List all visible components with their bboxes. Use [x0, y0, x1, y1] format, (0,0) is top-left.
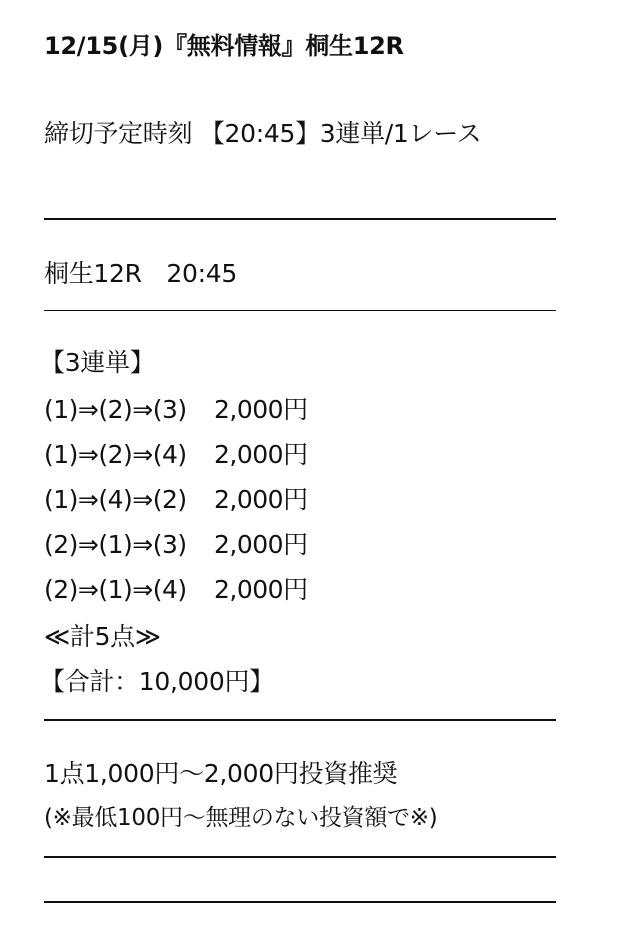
deadline-text: 締切予定時刻 【20:45】3連単/1レース — [44, 119, 482, 148]
recommendation-text: 1点1,000円～2,000円投資推奨 — [44, 759, 398, 788]
bet-amount: 2,000円 — [214, 575, 308, 604]
bet-amount: 2,000円 — [214, 530, 308, 559]
bet-amount: 2,000円 — [214, 485, 308, 514]
bet-combo: (1)⇒(2)⇒(3) — [44, 395, 187, 424]
bet-combo: (2)⇒(1)⇒(4) — [44, 575, 187, 604]
bet-row — [44, 435, 308, 471]
bet-row — [44, 570, 308, 606]
bet-row — [44, 390, 308, 426]
race-info: 桐生12R 20:45 — [44, 259, 237, 288]
total-amount: 【合計：10,000円】 — [40, 667, 274, 696]
post-title: 12/15(月)『無料情報』桐生12R — [44, 32, 404, 60]
bet-combo: (2)⇒(1)⇒(3) — [44, 530, 187, 559]
bet-combo: (1)⇒(4)⇒(2) — [44, 485, 187, 514]
bet-type-heading: 【3連単】 — [40, 348, 155, 377]
divider — [44, 856, 556, 858]
divider — [44, 310, 556, 311]
bet-combo: (1)⇒(2)⇒(4) — [44, 440, 187, 469]
recommendation-note: (※最低100円～無理のない投資額で※) — [44, 805, 438, 831]
bet-amount: 2,000円 — [214, 395, 308, 424]
bet-row — [44, 480, 308, 516]
divider — [44, 901, 556, 903]
point-count: ≪計5点≫ — [44, 622, 161, 651]
bet-row — [44, 525, 308, 561]
divider — [44, 719, 556, 721]
divider — [44, 218, 556, 220]
bet-amount: 2,000円 — [214, 440, 308, 469]
